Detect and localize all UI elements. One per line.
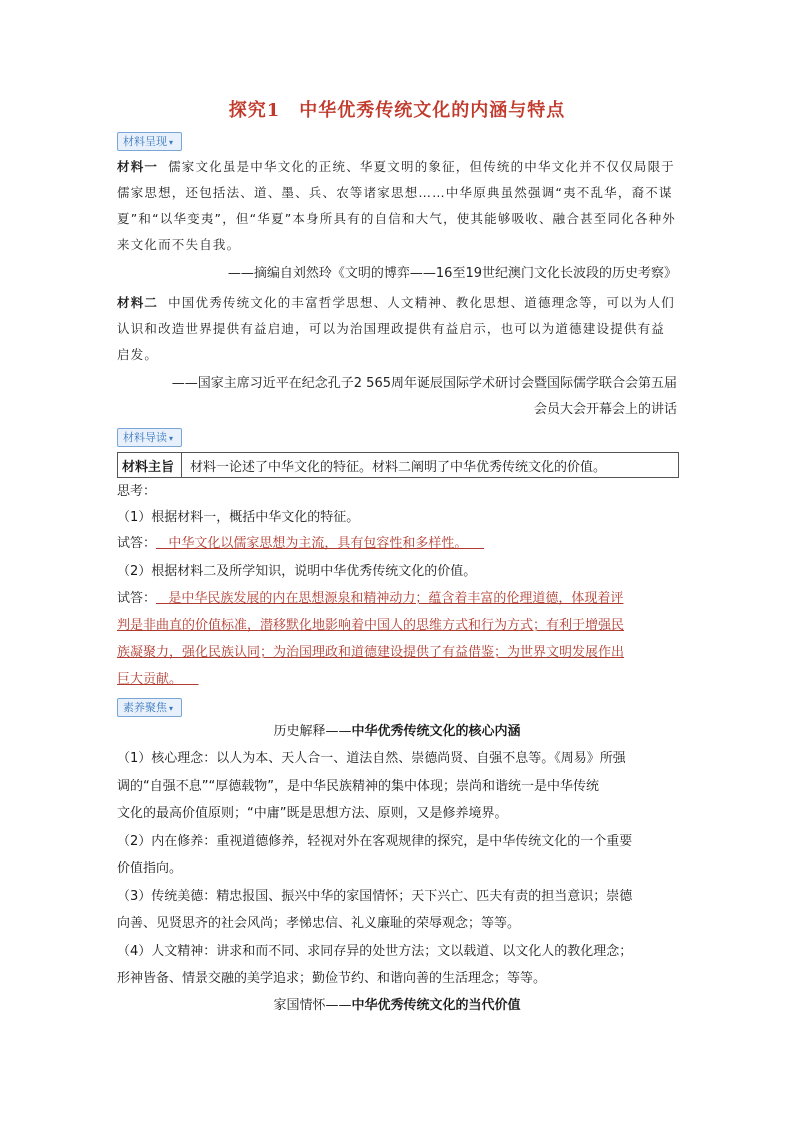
material-two-source-line2: 会员大会开幕会上的讲话 bbox=[533, 402, 677, 417]
answer-2-line2: 判是非曲直的价值标准，潜移默化地影响着中国人的思维方式和行为方式；有利于增强民 bbox=[117, 618, 625, 633]
guide-box-value: 材料一论述了中华文化的特征。材料二阐明了中华优秀传统文化的价值。 bbox=[190, 460, 607, 475]
guide-box bbox=[117, 452, 679, 478]
answer-1-label: 试答： bbox=[117, 536, 157, 551]
material-two-source-line1: ——国家主席习近平在纪念孔子2 565周年诞辰国际学术研讨会暨国际儒学联合会第五届 bbox=[171, 376, 677, 391]
material-one-label: 材料一 bbox=[117, 159, 159, 174]
tag-guide: 材料导读 ▾ bbox=[117, 428, 182, 447]
answer-2-line3: 族凝聚力，强化民族认同；为治国理政和道德建设提供了有益借鉴；为世界文明发展作出 bbox=[117, 645, 625, 660]
think-label: 思考： bbox=[117, 484, 157, 499]
answer-2-line4: 巨大贡献。 bbox=[117, 672, 183, 687]
material-two-label: 材料二 bbox=[117, 295, 159, 310]
material-one-text: 儒家文化虽是中华文化的正统、华夏文明的象征，但传统的中华文化并不仅仅局限于儒家思想，还包括法、道、墨、兵、农等诸家思想……中华原典虽然强调“夷不乱华，裔不谋夏”和“以华变夷”，但“华夏”本身所具有的自信和大气，使其能够吸收、融合甚至同化各种外来文化而不失自我。 bbox=[117, 159, 676, 252]
tag-literacy: 素养聚焦 ▾ bbox=[117, 698, 182, 717]
question-2: （2）根据材料二及所学知识，说明中华优秀传统文化的价值。 bbox=[117, 564, 477, 579]
core-points: （1）核心理念：以人为本、天人合一、道法自然、崇德尚贤、自强不息等。《周易》所强 调的“自强不息”“厚德载物”，是中华民族精神的集中体现；崇尚和谐统一是中华传统 文化的最高价值原则；“中庸”既是思想方法、原则，又是修养境界。 （2）内在修养：重视道德修养，轻视对外在客观规律的探究，是中华传统文化的一个重要 价值指向。 （3）传统美德：精忠报国、振兴中华的家国情怀；天下兴亡、匹夫有责的担当意识；崇德 向善、见贤思齐的社会风尚；孝悌忠信、礼义廉耻的荣辱观念；等等。 （4）人文精神：讲求和而不同、求同存异的处世方法；文以载道、以文化人的教化理念； 形神皆备、情景交融的美学追求；勤俭节约、和谐向善的生活理念；等等。 bbox=[117, 751, 633, 986]
material-two-text: 中国优秀传统文化的丰富哲学思想、人文精神、教化思想、道德理念等，可以为人们认识和改造世界提供有益启迪，可以为治国理政提供有益启示，也可以为道德建设提供有益启发。 bbox=[117, 295, 676, 362]
answer-1 bbox=[117, 530, 677, 558]
page-title: 探究1 中华优秀传统文化的内涵与特点 bbox=[228, 100, 566, 121]
answer-2-label: 试答： bbox=[117, 591, 157, 606]
section-heading-1: 历史解释——中华优秀传统文化的核心内涵 bbox=[273, 724, 521, 739]
material-one bbox=[117, 154, 677, 258]
tag-materials: 材料呈现 ▾ bbox=[117, 132, 182, 151]
material-one-source: ——摘编自刘然玲《文明的博弈——16至19世纪澳门文化长波段的历史考察》 bbox=[227, 266, 677, 281]
material-two bbox=[117, 290, 677, 368]
answer-1-text: 中华文化以儒家思想为主流，具有包容性和多样性。 bbox=[168, 536, 468, 551]
answer-2: 试答： 是中华民族发展的内在思想源泉和精神动力；蕴含着丰富的伦理道德，体现着评 判是非曲直的价值标准，潜移默化地影响着中国人的思维方式和行为方式；有利于增强民 族凝聚力，强化民族认同；为治国理政和道德建设提供了有益借鉴；为世界文明发展作出 巨大贡献。 bbox=[117, 585, 677, 693]
guide-box-key: 材料主旨 bbox=[118, 453, 182, 477]
question-1: （1）根据材料一，概括中华文化的特征。 bbox=[117, 510, 360, 525]
section-heading-2: 家国情怀——中华优秀传统文化的当代价值 bbox=[273, 998, 521, 1013]
